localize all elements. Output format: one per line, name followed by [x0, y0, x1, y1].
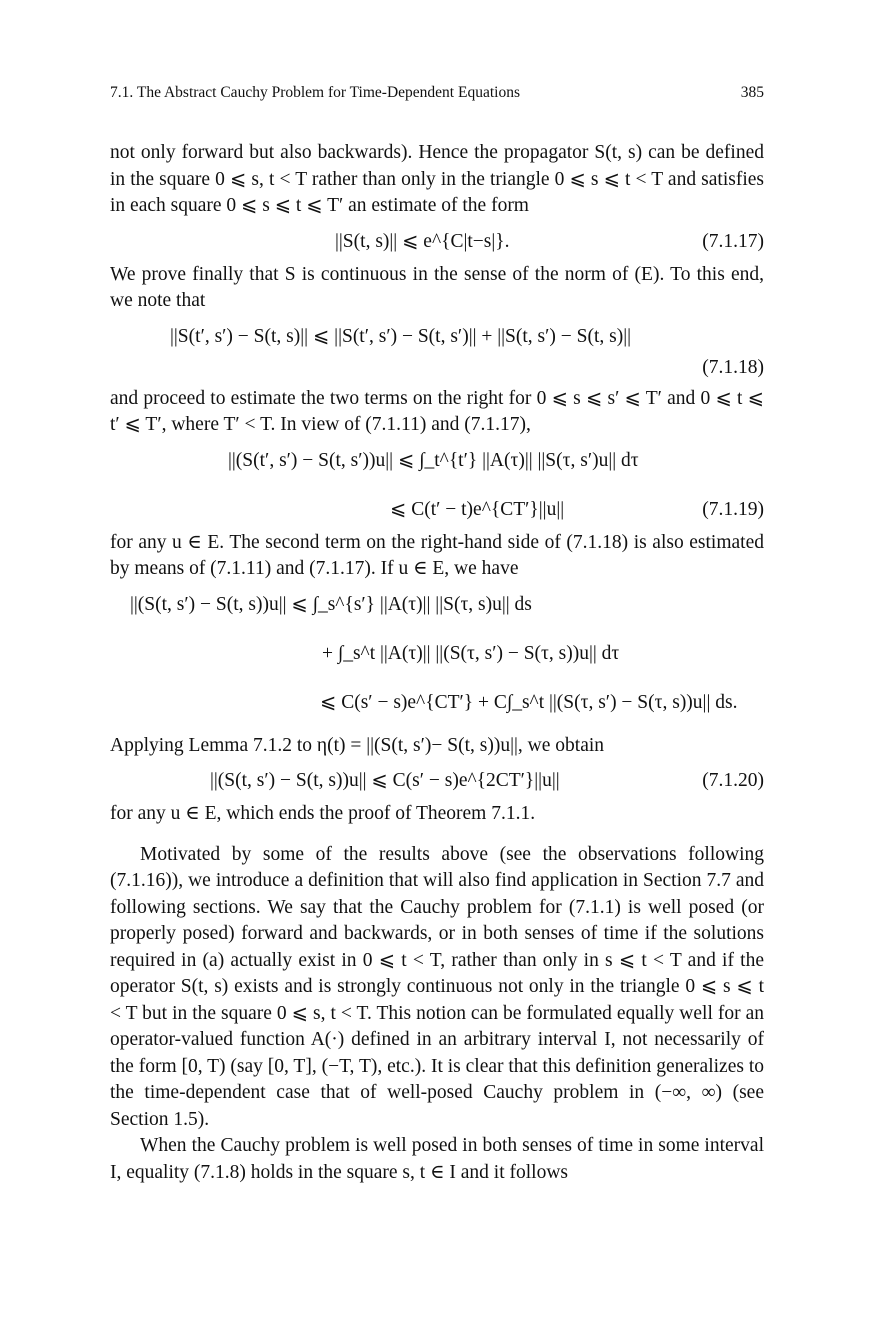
paragraph-5: Applying Lemma 7.1.2 to η(t) = ||(S(t, s′)− S(t, s))u||, we obtain [110, 734, 605, 756]
paragraph-7: Motivated by some of the results above (see the observations following (7.1.16)), we introduce a definition that will also find application in Section 7.7 and following sections. We say that the Cauchy problem for (7.1.1) is well posed (or properly posed) forward and backwards, or in both senses of time if the solutions required in (a) actually exist in 0 ⩽ t < T, rather than only in s ⩽ t < T and if the operator S(t, s) exists and is strongly continuous not only in the triangle 0 ⩽ s ⩽ t < T but in the square 0 ⩽ s, t < T. This notion can be formulated equally well for an operator-valued function A(·) defined in an arbitrary interval I, not necessarily of the form [0, T) (say [0, T], (−T, T), etc.). It is clear that this definition generalizes to the time-dependent case that of well-posed Cauchy problem in (−∞, ∞) (see Section 1.5). [110, 843, 764, 1130]
inequality-line-3-expression: ⩽ C(s′ − s)e^{CT′} + C∫_s^t ||(S(τ, s′) − S(τ, s))u|| ds. [320, 691, 738, 713]
equation-7-1-17-number: (7.1.17) [702, 230, 764, 252]
equation-7-1-19-integral: ||(S(t′, s′) − S(t, s′))u|| ⩽ ∫_t^{t′} ||A(τ)|| ||S(τ, s′)u|| dτ [228, 449, 639, 471]
equation-7-1-18-number-line [110, 355, 764, 383]
page-body [110, 140, 764, 1186]
equation-7-1-18-number: (7.1.18) [702, 356, 764, 378]
equation-7-1-18 [110, 318, 764, 354]
page-number: 385 [740, 84, 764, 101]
paragraph-3: and proceed to estimate the two terms on the right for 0 ⩽ s ⩽ s′ ⩽ T′ and 0 ⩽ t ⩽ t′ ⩽ T′, where T′ < T. In view of (7.1.11) and (7.1.17), [110, 387, 764, 435]
inequality-line-2 [110, 635, 764, 681]
equation-7-1-20 [110, 762, 764, 798]
equation-7-1-18-expression: ||S(t′, s′) − S(t, s)|| ⩽ ||S(t′, s′) − S(t, s′)|| + ||S(t, s′) − S(t, s)|| [170, 325, 632, 347]
inequality-line-3 [110, 684, 764, 730]
running-header [110, 84, 764, 108]
paragraph-6: for any u ∈ E, which ends the proof of Theorem 7.1.1. [110, 803, 536, 824]
inequality-line-1-expression: ||(S(t, s′) − S(t, s))u|| ⩽ ∫_s^{s′} ||A(τ)|| ||S(τ, s)u|| ds [130, 593, 532, 615]
paragraph-8: When the Cauchy problem is well posed in both senses of time in some interval I, equality (7.1.8) holds in the square s, t ∈ I and it follows [110, 1135, 764, 1183]
inequality-line-2-expression: + ∫_s^t ||A(τ)|| ||(S(τ, s′) − S(τ, s))u|| dτ [322, 642, 620, 664]
paragraph-4: for any u ∈ E. The second term on the right-hand side of (7.1.18) is also estimated by means of (7.1.11) and (7.1.17). If u ∈ E, we have [110, 531, 764, 579]
equation-7-1-20-number: (7.1.20) [702, 770, 764, 791]
equation-7-1-19-number: (7.1.19) [702, 498, 764, 520]
running-title: 7.1. The Abstract Cauchy Problem for Time-Dependent Equations [110, 84, 520, 101]
equation-7-1-19-bound: ⩽ C(t′ − t)e^{CT′}||u|| [390, 498, 565, 520]
inequality-line-1 [110, 586, 764, 632]
paragraph-1: not only forward but also backwards). Hence the propagator S(t, s) can be defined in the square 0 ⩽ s, t < T rather than only in the triangle 0 ⩽ s ⩽ t < T and satisfies in each square 0 ⩽ s ⩽ t ⩽ T′ an estimate of the form [110, 142, 764, 216]
equation-7-1-19-line-1 [110, 442, 764, 488]
equation-7-1-17 [110, 223, 764, 259]
equation-7-1-19-line-2 [110, 491, 764, 527]
equation-7-1-20-expression: ||(S(t, s′) − S(t, s))u|| ⩽ C(s′ − s)e^{2CT′}||u|| [210, 770, 560, 791]
equation-7-1-17-expression: ||S(t, s)|| ⩽ e^{C|t−s|}. [335, 230, 510, 252]
paragraph-2: We prove finally that S is continuous in the sense of the norm of (E). To this end, we note that [110, 263, 764, 311]
